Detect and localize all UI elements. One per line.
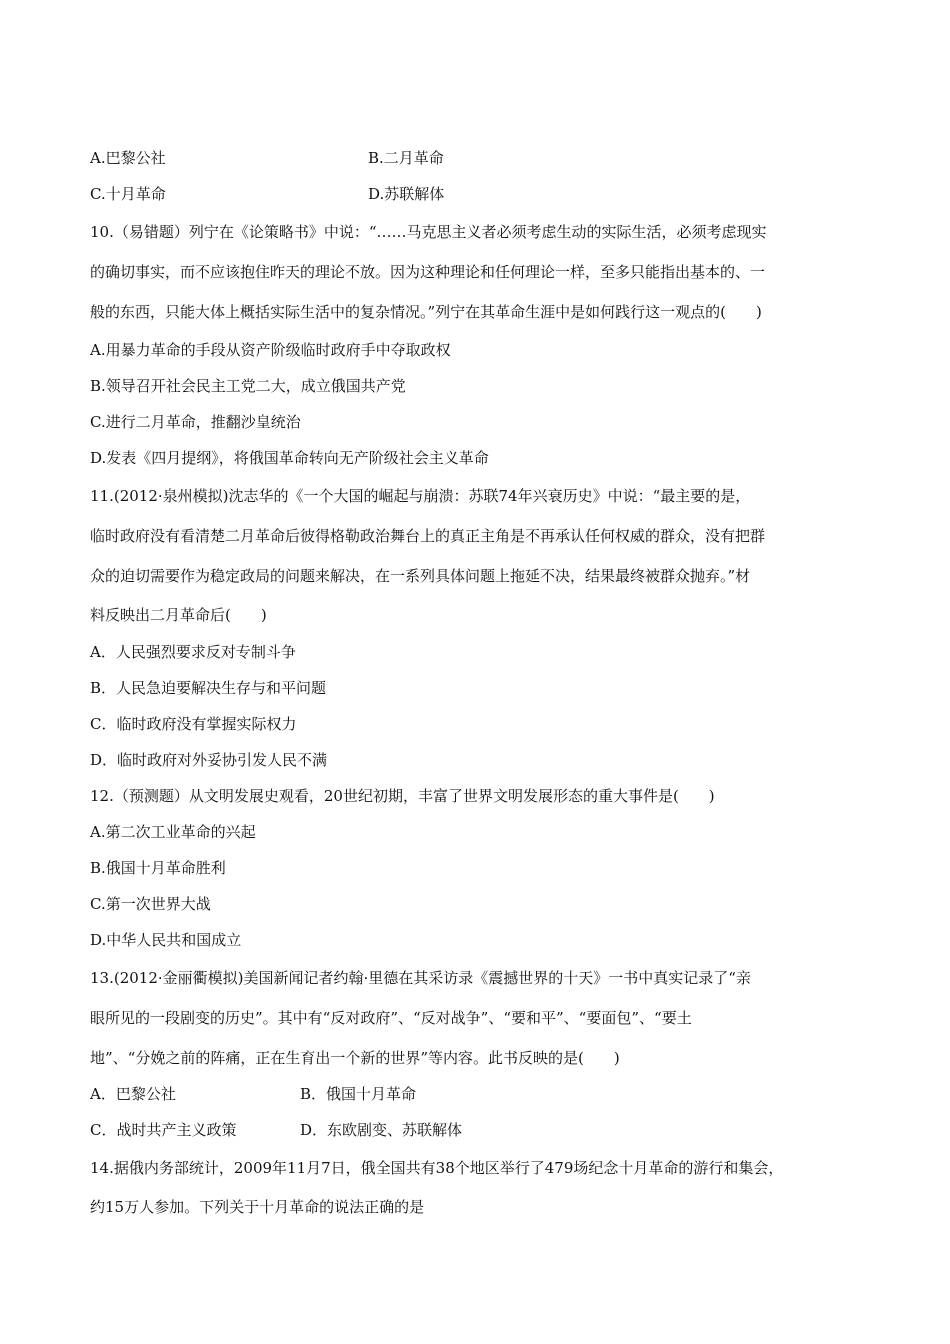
- q12-option-a: A.第二次工业革命的兴起: [90, 823, 256, 841]
- q13-stem-line-1: 13.(2012·金丽衢模拟)美国新闻记者约翰·里德在其采访录《震撼世界的十天》一书中真实记录了“亲: [90, 969, 751, 987]
- q14-stem-line-2: 约15万人参加。下列关于十月革命的说法正确的是: [90, 1198, 425, 1216]
- q10-option-d: D.发表《四月提纲》，将俄国革命转向无产阶级社会主义革命: [90, 449, 489, 467]
- q11-stem-line-2: 临时政府没有看清楚二月革命后彼得格勒政治舞台上的真正主角是不再承认任何权威的群众，没有把群: [90, 527, 766, 545]
- q12-stem-line-1: 12.（预测题）从文明发展史观看，20世纪初期，丰富了世界文明发展形态的重大事件是( ): [90, 787, 715, 805]
- q11-option-a: A．人民强烈要求反对专制斗争: [90, 643, 296, 661]
- q9-option-b: B.二月革命: [368, 149, 444, 167]
- q13-option-a: A．巴黎公社: [90, 1085, 176, 1103]
- q10-stem-line-2: 的确切事实，而不应该抱住昨天的理论不放。因为这种理论和任何理论一样，至多只能指出基本的、一: [90, 263, 766, 281]
- q11-option-b: B．人民急迫要解决生存与和平问题: [90, 679, 327, 697]
- q10-option-c: C.进行二月革命，推翻沙皇统治: [90, 413, 301, 431]
- q10-option-b: B.领导召开社会民主工党二大，成立俄国共产党: [90, 377, 406, 395]
- q11-option-c: C．临时政府没有掌握实际权力: [90, 715, 297, 733]
- q11-option-d: D．临时政府对外妥协引发人民不满: [90, 751, 328, 769]
- q10-stem-line-1: 10.（易错题）列宁在《论策略书》中说：“……马克思主义者必须考虑生动的实际生活，必须考虑现实: [90, 223, 767, 241]
- q9-option-d: D.苏联解体: [368, 185, 445, 203]
- q10-option-a: A.用暴力革命的手段从资产阶级临时政府手中夺取政权: [90, 341, 451, 359]
- q10-stem-line-3: 般的东西，只能大体上概括实际生活中的复杂情况。”列宁在其革命生涯中是如何践行这一观点的( ): [90, 303, 762, 321]
- q12-option-d: D.中华人民共和国成立: [90, 931, 242, 949]
- q13-stem-line-3: 地”、“分娩之前的阵痛，正在生育出一个新的世界”等内容。此书反映的是( ): [90, 1049, 620, 1067]
- q14-stem-line-1: 14.据俄内务部统计，2009年11月7日，俄全国共有38个地区举行了479场纪念十月革命的游行和集会，: [90, 1159, 784, 1177]
- q13-option-b: B．俄国十月革命: [300, 1085, 417, 1103]
- q12-option-c: C.第一次世界大战: [90, 895, 211, 913]
- q11-stem-line-1: 11.(2012·泉州模拟)沈志华的《一个大国的崛起与崩溃：苏联74年兴衰历史》中说：“最主要的是，: [90, 487, 751, 505]
- q13-stem-line-2: 眼所见的一段剧变的历史”。其中有“反对政府”、“反对战争”、“要和平”、“要面包”、“要土: [90, 1009, 692, 1027]
- q11-stem-line-4: 料反映出二月革命后( ): [90, 606, 267, 624]
- q11-stem-line-3: 众的迫切需要作为稳定政局的问题来解决，在一系列具体问题上拖延不决，结果最终被群众抛弃。”材: [90, 567, 751, 585]
- q9-option-a: A.巴黎公社: [90, 149, 166, 167]
- q9-option-c: C.十月革命: [90, 185, 166, 203]
- q13-option-c: C．战时共产主义政策: [90, 1121, 237, 1139]
- q13-option-d: D．东欧剧变、苏联解体: [300, 1121, 463, 1139]
- q12-option-b: B.俄国十月革命胜利: [90, 859, 226, 877]
